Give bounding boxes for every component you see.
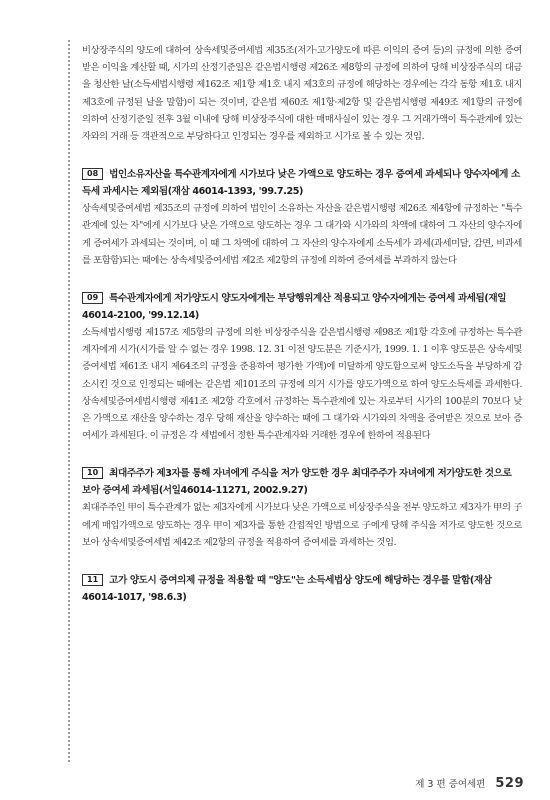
- section-number-badge: 08: [82, 168, 103, 180]
- section-title: 고가 양도시 증여의제 규정을 적용할 때 "양도"는 소득세법상 양도에 해당하는 경우를 말함(재삼 46014-1017, '98.6.3): [82, 575, 492, 603]
- section-number-badge: 10: [82, 467, 103, 479]
- section-09-heading: [82, 291, 522, 324]
- section-title: 법인소유자산을 특수관계자에게 시가보다 낮은 가액으로 양도하는 경우 증여세 과세되나 양수자에게 소득세 과세시는 제외됨(재삼 46014-1393, '99.7.25): [82, 169, 520, 197]
- section-title: 특수관계자에게 저가양도시 양도자에게는 부당행위계산 적용되고 양수자에게는 증여세 과세됨(재일 46014-2100, '99.12.14): [82, 293, 507, 321]
- intro-paragraph: 비상장주식의 양도에 대하여 상속세및증여세법 제35조(저가·고가양도에 따른 이익의 증여 등)의 규정에 의한 증여받은 이익을 계산할 때, 시가의 산정기준일은 같은법시행령 제26조 제8항의 규정에 의하여 당해 비상장주식의 대금을 청산한 날(소득세법시행령 제162조 제1항 제1호 내지 제3호의 규정에 해당하는 경우에는 각각 동항 제1호 내지 제3호에 규정된 날을 말함)이 되는 것이며, 같은법 제60조 제1항·제2항 및 같은법시행령 제49조 제1항의 규정에 의하여 산정기준일 전후 3월 이내에 당해 비상장주식에 대한 매매사실이 있는 경우 그 거래가액이 특수관계에 있는 자와의 거래 등 객관적으로 부당하다고 인정되는 경우를 제외하고 시가로 볼 수 있는 것임.: [82, 45, 522, 143]
- chapter-label: 제 3 편 증여세편: [415, 779, 486, 790]
- section-11-heading: [82, 573, 522, 606]
- section-08-body: 상속세및증여세법 제35조의 규정에 의하여 법인이 소유하는 자산을 같은법시행령 제26조 제4항에 규정하는 "특수관계에 있는 자"에게 시가보다 낮은 가액으로 양도하는 경우 그 대가와 시가와의 차액에 대하여 그 자산의 양수자에게 증여세가 과세되는 것이며, 이 때 그 차액에 대하여 그 자산의 양수자에게 소득세가 과세(과세미달, 감면, 비과세를 포함함)되는 때에는 상속세및증여세법 제2조 제2항의 규정에 의하여 증여세를 부과하지 않는다: [82, 203, 522, 266]
- section-10-heading: [82, 466, 522, 499]
- section-09-body: 소득세법시행령 제157조 제5항의 규정에 의한 비상장주식을 같은법시행령 제98조 제1항 각호에 규정하는 특수관계자에게 시가(시가를 알 수 없는 경우 1998. 12. 31 이전 양도분은 기준시가, 1999. 1. 1 이후 양도분은 상속세및증여세법 제61조 내지 제64조의 규정을 준용하여 평가한 가액)에 미달하게 양도함으로써 양도소득을 부당하게 감소시킨 것으로 인정되는 때에는 같은법 제101조의 규정에 의거 시가를 양도가액으로 하여 양도소득세를 과세한다. 상속세및증여세법시행령 제41조 제2항 각호에서 규정하는 특수관계에 있는 자로부터 시가의 100분의 70보다 낮은 가액으로 재산을 양수하는 경우 당해 재산을 양수하는 때에 그 대가와 시가와의 차액을 증여받은 것으로 보아 증여세가 과세된다. 이 규정은 각 세법에서 정한 특수관계자와 거래한 경우에 한하여 적용된다: [82, 327, 522, 442]
- section-number-badge: 11: [82, 574, 103, 586]
- section-10-body: 최대주주인 甲이 특수관계가 없는 제3자에게 시가보다 낮은 가액으로 비상장주식을 전부 양도하고 제3자가 甲의 子에게 매입가액으로 양도하는 경우 甲이 제3자를 통한 간접적인 방법으로 子에게 당해 주식을 저가로 양도한 것으로 보아 상속세및증여세법 제42조 제2항의 규정을 적용하여 증여세를 과세하는 것임.: [82, 502, 522, 548]
- section-08-heading: [82, 167, 522, 200]
- section-number-badge: 09: [82, 292, 103, 304]
- page-content: [82, 42, 522, 606]
- section-title: 최대주주가 제3자를 통해 자녀에게 주식을 저가 양도한 경우 최대주주가 자녀에게 저가양도한 것으로 보아 증여세 과세됨(서일46014-11271, 2002.9.27): [82, 468, 512, 496]
- margin-dotted-rule: [68, 40, 70, 762]
- page-footer: [415, 776, 524, 791]
- page-number: 529: [495, 776, 524, 791]
